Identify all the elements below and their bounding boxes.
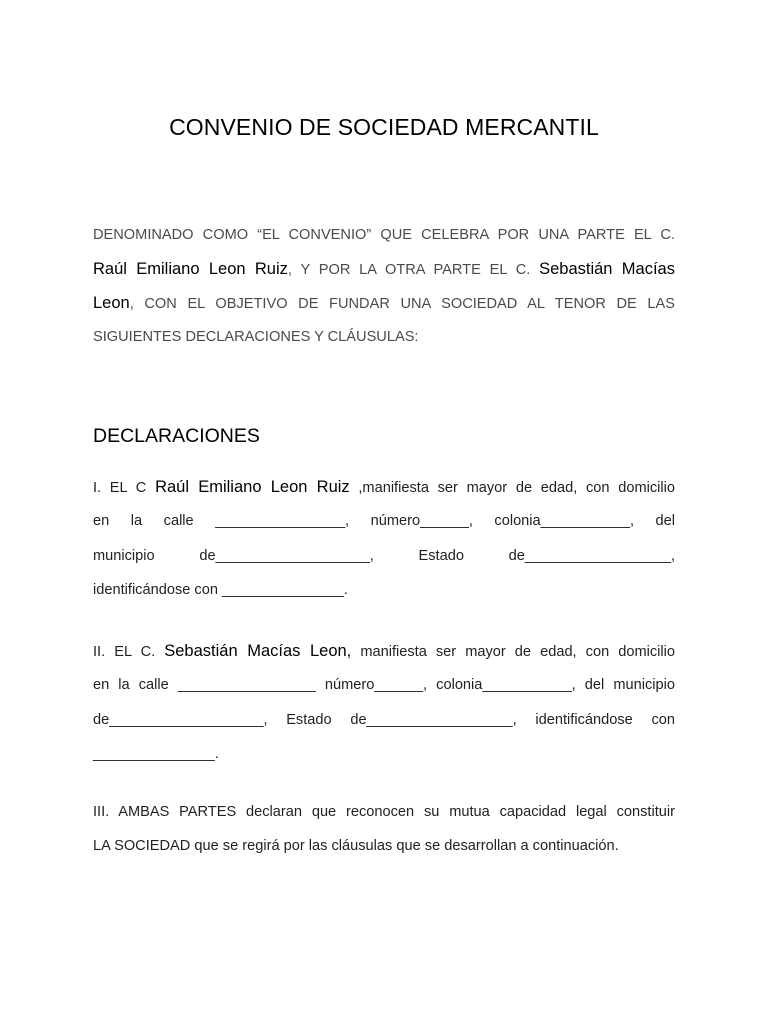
declaration-1-line-1	[93, 470, 675, 504]
intro-connector: , Y POR LA OTRA PARTE EL C.	[287, 262, 531, 278]
intro-line-3	[93, 286, 675, 320]
intro-line-2	[93, 252, 675, 286]
declaration-1	[93, 470, 675, 607]
declaration-2-line-3: de___________________, Estado de__________________, identificándose con	[93, 711, 675, 728]
declaration-1-rest: ,manifiesta ser mayor de edad, con domicilio	[358, 480, 675, 496]
declaration-2-line-1	[93, 634, 675, 668]
declaration-3-line-1: III. AMBAS PARTES declaran que reconocen su mutua capacidad legal constituir	[93, 804, 675, 820]
declaration-1-line-2: en la calle ________________, número______, colonia___________, del	[93, 513, 675, 530]
declaration-1-prefix: I. EL C	[93, 480, 147, 496]
document-title: CONVENIO DE SOCIEDAD MERCANTIL	[169, 114, 599, 140]
declaration-3	[93, 795, 675, 864]
declaration-1-name: Raúl Emiliano Leon Ruiz	[155, 478, 350, 496]
intro-line-1: DENOMINADO COMO “EL CONVENIO” QUE CELEBRA POR UNA PARTE EL C.	[93, 227, 675, 243]
declaration-2-prefix: II. EL C.	[93, 644, 156, 660]
party-2-name-last: Leon	[93, 294, 130, 312]
declaration-1-line-4: identificándose con _______________.	[93, 581, 348, 598]
declaration-1-line-3: municipio de___________________, Estado de__________________,	[93, 547, 675, 564]
declaration-3-line-2: LA SOCIEDAD que se regirá por las cláusulas que se desarrollan a continuación.	[93, 838, 619, 855]
declaration-2-line-4: _______________.	[93, 745, 219, 762]
declarations-heading: DECLARACIONES	[93, 425, 260, 447]
intro-line-4: SIGUIENTES DECLARACIONES Y CLÁUSULAS:	[93, 329, 419, 345]
declaration-2-line-2: en la calle _________________ número______, colonia___________, del municipio	[93, 677, 675, 694]
intro-paragraph	[93, 218, 675, 354]
party-1-name: Raúl Emiliano Leon Ruiz	[93, 260, 288, 278]
declaration-2	[93, 634, 675, 771]
party-2-name-first: Sebastián Macías	[539, 260, 675, 278]
intro-objective: , CON EL OBJETIVO DE FUNDAR UNA SOCIEDAD AL TENOR DE LAS	[129, 296, 675, 312]
declaration-2-rest: manifiesta ser mayor de edad, con domicilio	[360, 644, 676, 660]
declaration-2-name: Sebastián Macías Leon,	[164, 642, 352, 660]
